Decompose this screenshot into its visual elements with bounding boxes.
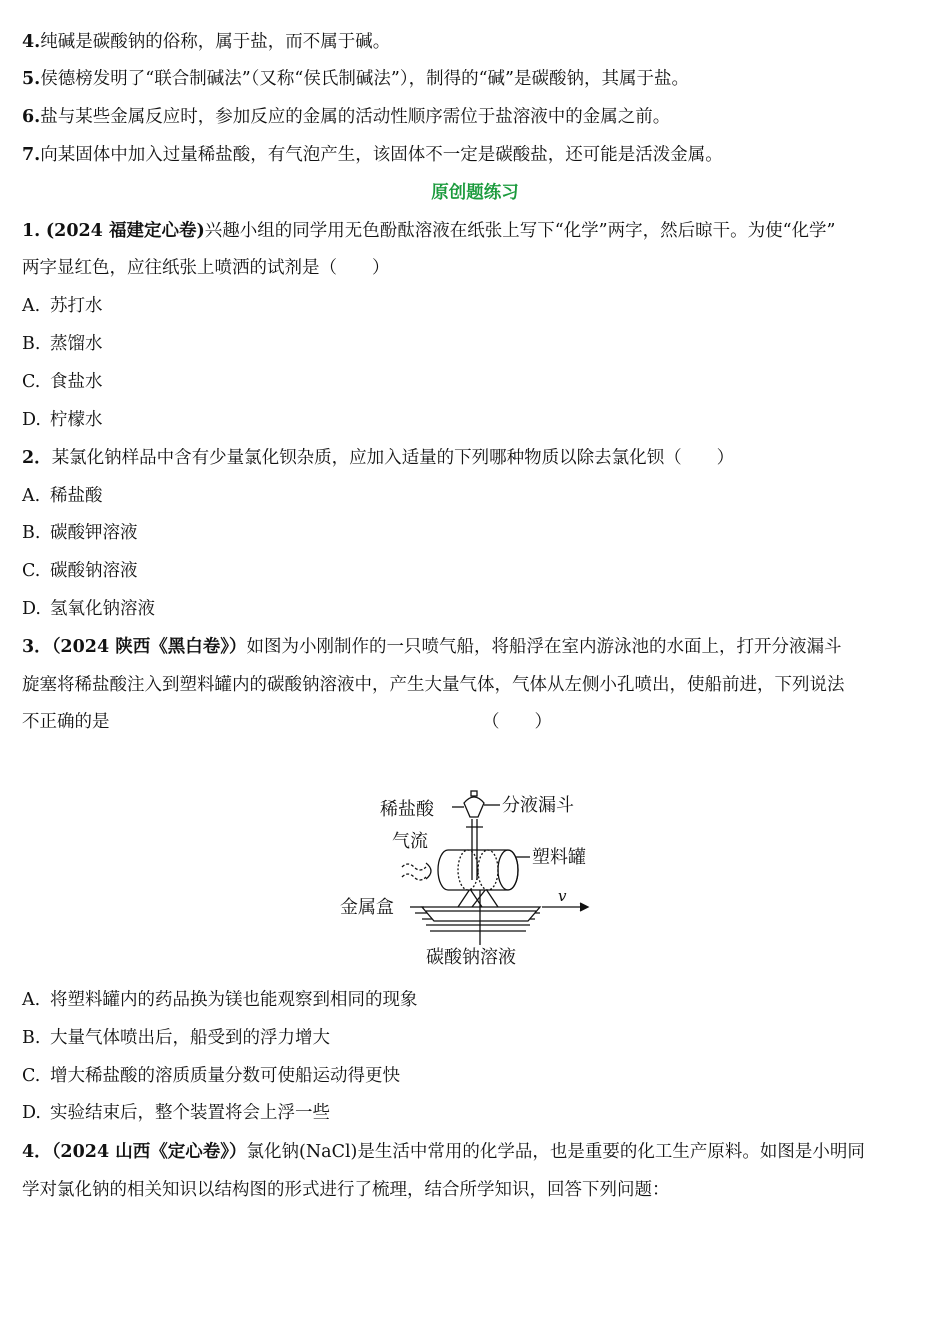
q4-source: （2024 山西《定心卷》） [51,1142,247,1162]
note-5 [22,67,689,91]
label-box: 金属盒 [340,897,394,918]
label-airflow: 气流 [392,831,428,852]
q3-option-b[interactable] [22,1026,330,1050]
q3-option-c[interactable] [22,1064,400,1088]
option-letter: C. [22,372,41,392]
option-letter: D. [22,1103,41,1123]
q2-text: 某氯化钠样品中含有少量氯化钡杂质，应加入适量的下列哪种物质以除去氯化钡（ ） [51,448,735,468]
option-text: 大量气体喷出后，船受到的浮力增大 [50,1028,330,1048]
note-text: 盐与某些金属反应时，参加反应的金属的活动性顺序需位于盐溶液中的金属之前。 [40,107,671,127]
option-letter: C. [22,1066,41,1086]
q4-stem-1: 氯化钠(NaCl)是生活中常用的化学品，也是重要的化工生产原料。如图是小明同 [246,1142,865,1162]
note-number: 7. [22,145,41,165]
q3-source: （2024 陕西《黑白卷》） [51,637,247,657]
q1-option-c[interactable] [22,370,103,394]
q1-option-a[interactable] [22,294,103,318]
q2-stem [22,446,734,470]
q3-line-3: 不正确的是 [22,712,110,732]
q3-answer-bracket: （ ） [482,712,552,732]
option-text: 食盐水 [50,372,103,392]
funnel-bulb [464,797,484,817]
q1-source: (2024 福建定心卷) [45,221,205,241]
q4-line-1 [22,1140,865,1164]
q3-stem-1: 如图为小刚制作的一只喷气船，将船浮在室内游泳池的水面上，打开分液漏斗 [246,637,842,657]
option-letter: B. [22,334,41,354]
q2-option-c[interactable] [22,559,138,583]
label-acid: 稀盐酸 [380,799,434,820]
q3-number: 3． [22,637,52,657]
airflow-swirl [402,864,426,870]
option-letter: A. [22,296,41,316]
option-letter: C. [22,561,41,581]
option-text: 碳酸钠溶液 [50,561,138,581]
note-6 [22,105,670,129]
q2-number: 2． [22,448,52,468]
section-title: 原创题练习 [431,183,519,203]
jet-boat-figure [330,785,620,975]
option-letter: D. [22,410,41,430]
option-text: 蒸馏水 [50,334,103,354]
q1-option-b[interactable] [22,332,103,356]
q3-option-d[interactable] [22,1101,330,1125]
q1-stem-1: 兴趣小组的同学用无色酚酞溶液在纸张上写下“化学”两字，然后晾干。为使“化学” [204,221,836,241]
q2-option-b[interactable] [22,521,138,545]
option-letter: B. [22,523,41,543]
note-4 [22,30,390,54]
option-text: 碳酸钾溶液 [50,523,138,543]
option-letter: D. [22,599,41,619]
funnel-stopper [471,791,477,796]
q4-number: 4． [22,1142,52,1162]
label-can: 塑料罐 [532,847,586,868]
q1-line-2: 两字显红色，应往纸张上喷洒的试剂是（ ） [22,258,390,278]
option-letter: A. [22,990,41,1010]
option-text: 将塑料罐内的药品换为镁也能观察到相同的现象 [50,990,418,1010]
q4-line-2: 学对氯化钠的相关知识以结构图的形式进行了梳理，结合所学知识，回答下列问题： [22,1180,670,1200]
option-letter: A. [22,486,41,506]
airflow-swirl [402,874,426,880]
label-solution: 碳酸钠溶液 [426,947,516,968]
option-text: 柠檬水 [50,410,103,430]
metal-box [422,907,540,921]
velocity-arrowhead [580,903,588,911]
note-number: 4. [22,32,41,52]
note-text: 向某固体中加入过量稀盐酸，有气泡产生，该固体不一定是碳酸盐，还可能是活泼金属。 [40,145,723,165]
option-text: 增大稀盐酸的溶质质量分数可使船运动得更快 [50,1066,400,1086]
q3-option-a[interactable] [22,988,418,1012]
q1-number: 1. [22,221,41,241]
note-text: 侯德榜发明了“联合制碱法”（又称“侯氏制碱法”），制得的“碱”是碳酸钠，其属于盐。 [40,69,689,89]
note-text: 纯碱是碳酸钠的俗称，属于盐，而不属于碱。 [40,32,391,52]
q3-line-2: 旋塞将稀盐酸注入到塑料罐内的碳酸钠溶液中，产生大量气体，气体从左侧小孔喷出，使船前进，下列说法 [22,675,845,695]
option-text: 氢氧化钠溶液 [50,599,155,619]
option-text: 苏打水 [50,296,103,316]
option-text: 稀盐酸 [50,486,103,506]
note-number: 5. [22,69,41,89]
q2-option-d[interactable] [22,597,155,621]
q2-option-a[interactable] [22,484,103,508]
q1-line-1 [22,219,836,243]
airflow-swirl [426,863,431,879]
option-text: 实验结束后，整个装置将会上浮一些 [50,1103,330,1123]
q3-line-1 [22,635,842,659]
label-velocity: v [558,887,567,905]
q1-option-d[interactable] [22,408,103,432]
note-7 [22,143,723,167]
label-funnel: 分液漏斗 [502,795,574,816]
option-letter: B. [22,1028,41,1048]
note-number: 6. [22,107,41,127]
